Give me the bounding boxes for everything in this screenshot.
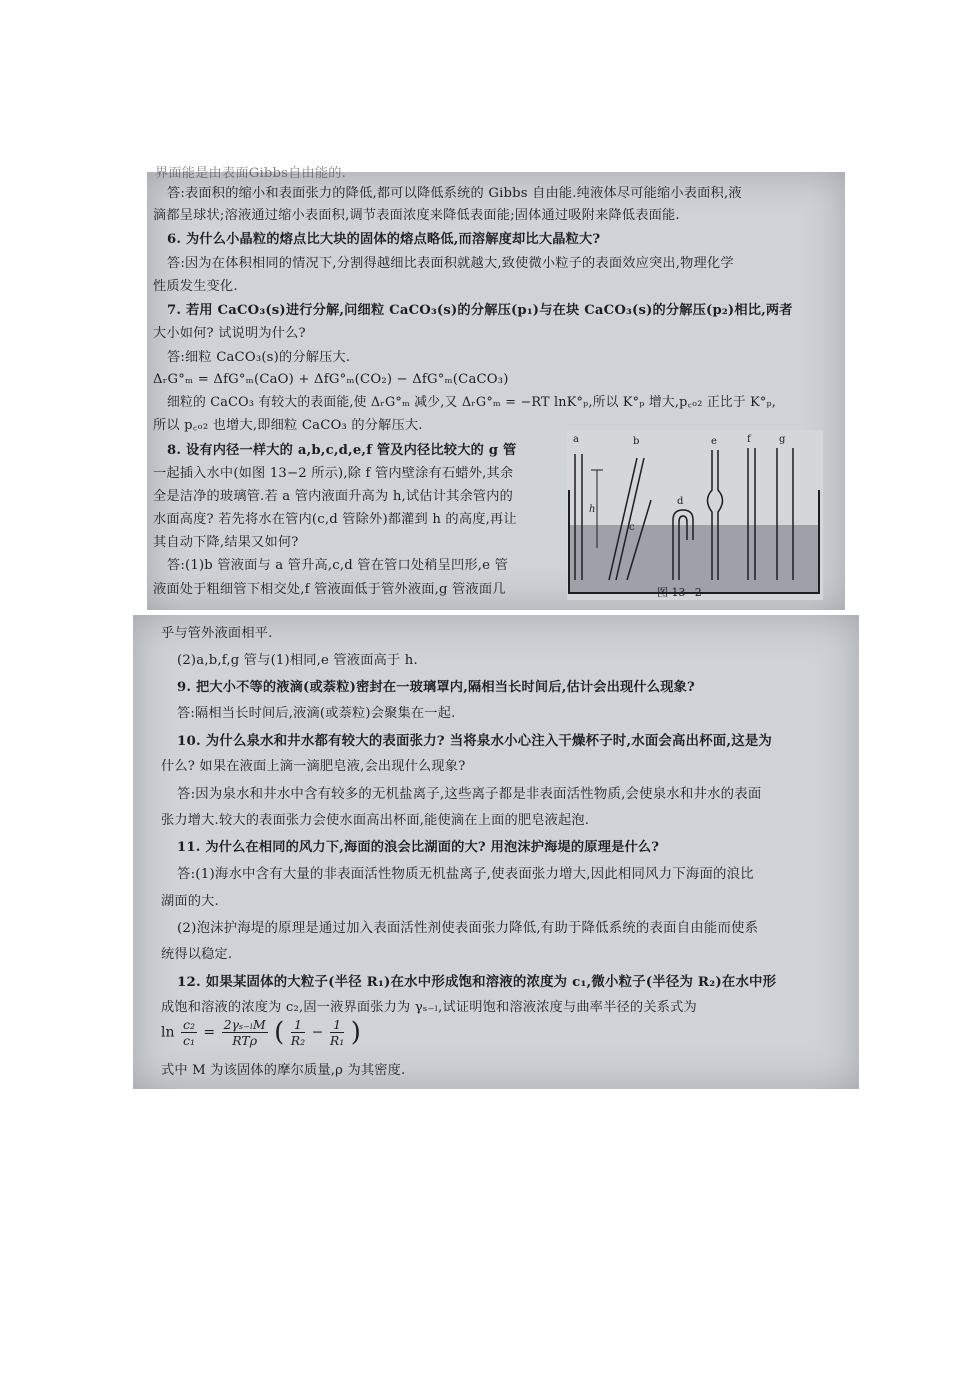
water-body [569, 525, 819, 593]
answer-8-line-1: 答:(1)b 管液面与 a 管升高,c,d 管在管口处稍呈凹形,e 管 [167, 558, 508, 573]
question-12-line-2: 成饱和溶液的浓度为 c₂,固一液界面张力为 γₛ₋ₗ,试证明饱和溶液浓度与曲率半径的关系式为 [161, 1000, 697, 1015]
answer-8-line-2: 液面处于粗细管下相交处,f 管液面低于管外液面,g 管液面几 [153, 582, 506, 597]
answer-9: 答:隔相当长时间后,液滴(或萘粒)会聚集在一起. [177, 706, 456, 721]
label-g: g [779, 434, 786, 445]
answer-10-line-2: 张力增大.较大的表面张力会使水面高出杯面,能使滴在上面的肥皂液起泡. [161, 813, 590, 828]
answer-7-line-3: 细粒的 CaCO₃ 有较大的表面能,使 ΔᵣG°ₘ 减少,又 ΔᵣG°ₘ = −RT lnK°ₚ,所以 K°ₚ 增大,p꜀ₒ₂ 正比于 K°ₚ, [167, 395, 777, 410]
question-7-line-1: 7. 若用 CaCO₃(s)进行分解,问细粒 CaCO₃(s)的分解压(p₁)与在块 CaCO₃(s)的分解压(p₂)相比,两者 [167, 303, 793, 318]
question-7-line-2: 大小如何? 试说明为什么? [153, 326, 306, 341]
question-8-line-2: 一起插入水中(如图 13−2 所示),除 f 管内壁涂有石蜡外,其余 [153, 466, 514, 481]
answer-7-line-4: 所以 p꜀ₒ₂ 也增大,即细粒 CaCO₃ 的分解压大. [153, 418, 423, 433]
formula-ln: ln [161, 1024, 175, 1041]
formula-fraction-gamma: $\frac{\text{2γₛ₋ₗM}}{\text{RTρ}}$ [223, 1017, 266, 1048]
label-a: a [573, 434, 579, 445]
label-d: d [677, 496, 684, 507]
question-10-line-2: 什么? 如果在液面上滴一滴肥皂液,会出现什么现象? [161, 759, 466, 774]
question-12-line-3: 式中 M 为该固体的摩尔质量,ρ 为其密度. [161, 1063, 406, 1078]
formula-fraction-r2: $\frac{1}{\text{R₂}}$ [290, 1017, 306, 1048]
formula-fraction-c: $\frac{\text{c₂}}{\text{c₁}}$ [182, 1017, 195, 1048]
answer-11-line-4: 统得以稳定. [161, 947, 233, 962]
figure-caption: 图 13−2 [657, 586, 702, 599]
capillary-tubes-figure [567, 430, 823, 600]
question-8-line-4: 水面高度? 若先将水在管内(c,d 管除外)都灌到 h 的高度,再让 [153, 512, 517, 527]
answer-6-line-1: 答:因为在体积相同的情况下,分割得越细比表面积就越大,致使微小粒子的表面效应突出,物理化学 [167, 256, 734, 271]
question-8-line-1: 8. 设有内径一样大的 a,b,c,d,e,f 管及内径比较大的 g 管 [167, 443, 517, 458]
label-b: b [633, 436, 640, 447]
formula-fraction-r1: $\frac{1}{\text{R₁}}$ [329, 1017, 345, 1048]
label-c: c [629, 522, 635, 533]
answer-7-line-1: 答:细粒 CaCO₃(s)的分解压大. [167, 350, 351, 365]
page-photo-top [147, 166, 845, 610]
answer-11-line-1: 答:(1)海水中含有大量的非表面活性物质无机盐离子,使表面张力增大,因此相同风力下海面的浪比 [177, 867, 754, 882]
question-12-line-1: 12. 如果某固体的大粒子(半径 R₁)在水中形成饱和溶液的浓度为 c₁,微小粒子(半径为 R₂)在水中形 [177, 974, 777, 990]
answer-5-line-2: 滴都呈球状;溶液通过缩小表面积,调节表面浓度来降低表面能;固体通过吸附来降低表面能. [153, 208, 680, 223]
question-8-line-3: 全是洁净的玻璃管.若 a 管内液面升高为 h,试估计其余管内的 [153, 489, 514, 504]
page-photo-bottom [133, 615, 859, 1089]
question-10-line-1: 10. 为什么泉水和井水都有较大的表面张力? 当将泉水小心注入干燥杯子时,水面会高出杯面,这是为 [177, 733, 773, 749]
answer-11-line-2: 湖面的大. [161, 894, 219, 909]
cut-off-line: 界面能是由表面Gibbs自由能的. [155, 166, 347, 181]
answer-5-line-1: 答:表面积的缩小和表面张力的降低,都可以降低系统的 Gibbs 自由能.纯液体尽可能缩小表面积,液 [167, 186, 742, 201]
label-f: f [747, 434, 751, 445]
answer-11-line-3: (2)泡沫护海堤的原理是通过加入表面活性剂使表面张力降低,有助于降低系统的表面自由能而使系 [177, 921, 759, 936]
answer-6-line-2: 性质发生变化. [153, 279, 238, 294]
question-6: 6. 为什么小晶粒的熔点比大块的固体的熔点略低,而溶解度却比大晶粒大? [167, 232, 601, 247]
answer-7-equation: ΔᵣG°ₘ = ΔfG°ₘ(CaO) + ΔfG°ₘ(CO₂) − ΔfG°ₘ(CaCO₃) [153, 372, 509, 387]
answer-8-line-4: (2)a,b,f,g 管与(1)相同,e 管液面高于 h. [177, 653, 418, 668]
question-9: 9. 把大小不等的液滴(或萘粒)密封在一玻璃罩内,隔相当长时间后,估计会出现什么现象? [177, 680, 695, 695]
question-8-line-5: 其自动下降,结果又如何? [153, 535, 299, 550]
answer-10-line-1: 答:因为泉水和井水中含有较多的无机盐离子,这些离子都是非表面活性物质,会使泉水和井水的表面 [177, 787, 762, 802]
question-11: 11. 为什么在相同的风力下,海面的浪会比湖面的大? 用泡沫护海堤的原理是什么? [177, 840, 660, 855]
label-e: e [711, 436, 717, 447]
curvature-formula: ln $\frac{\text{c₂}}{\text{c₁}}$ = $\frac{\text{2γₛ₋ₗM}}{\text{RTρ}}$ ( $\frac{1}{\text{R₂}}$ − $\frac{1}{\text{R₁}}$ ) [161, 1017, 361, 1048]
label-h: h [589, 504, 596, 515]
answer-8-line-3: 乎与管外液面相平. [161, 626, 273, 641]
